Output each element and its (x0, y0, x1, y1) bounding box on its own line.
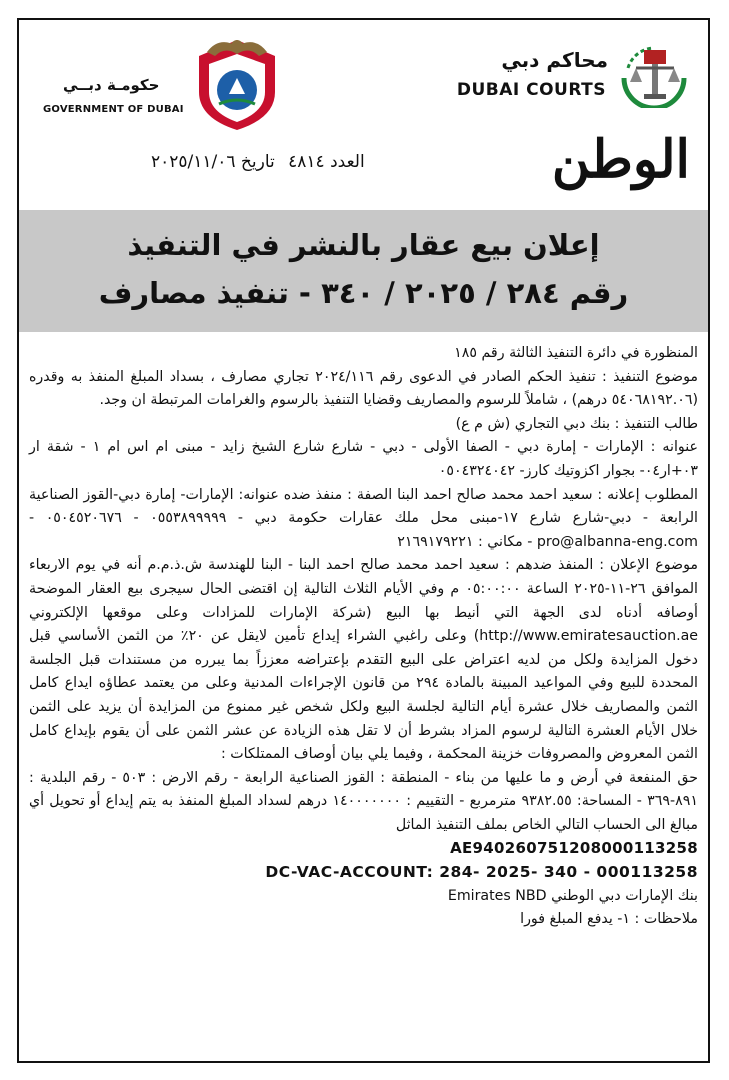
case-number-title: رقم ٢٨٤ / ٢٠٢٥ / ٣٤٠ - تنفيذ مصارف (98, 276, 629, 310)
header (19, 20, 708, 190)
courts-name-arabic: محاكم دبي (501, 48, 608, 72)
iban-number: AE940260751208000113258 (450, 839, 698, 858)
notice-subject: موضوع الإعلان : المنفذ ضدهم : سعيد احمد محمد صالح احمد البنا - البنا للهندسة ش.ذ.م.م أنه في يوم الاربعاء الموافق ٢٦-١١-٢٠٢٥ الساعة ٠٥:٠٠:٠٠ م وفي الأيام الثلاث التالية إن اقتضى الحال سيجرى بيع العقار الموضحة أوصافه أدناه لدى الجهة التي أنيط بها البيع (شركة الإمارات للمزادات وعلى موقعها الإلكتروني http://www.emiratesauction.ae) وعلى راغبي الشراء إيداع تأمين لايقل عن ٢٠٪ من الثمن الأساسي قبل دخول المزايدة ولكل من لديه اعتراض على البيع التقدم بإعتراضه معززاً بما يبرره من مستندات قبل الجلسة المحددة للبيع وفي المواعيد المبينة بالمادة ٢٩٤ من قانون الإجراءات المدنية وعلى من يعتمد عطاؤه ايداع كامل الثمن والمصاريف خلال عشرة أيام التالية لجلسة البيع ولكل شخص غير ممنوع من المزايدة أن يزيد على الثمن خلال الأيام العشرة التالية لرسوم المزاد بشرط أن لا تقل هذه الزيادة عن عشر الثمن على أن يقوم بإيداع كامل الثمن المعروض والمصروفات خزينة المحكمة ، وفيما يلي بيان أوصاف الممتلكات : (29, 557, 699, 763)
account-number: DC-VAC-ACCOUNT: 284- 2025- 340 - 000113258 (265, 863, 698, 882)
issue-number: العدد ٤٨١٤ (288, 152, 365, 172)
execution-subject: موضوع التنفيذ : تنفيذ الحكم الصادر في الدعوى رقم ٢٠٢٤/١١٦ تجاري مصارف ، بسداد المبلغ المنفذ به وقدره (٥٤٠٦٨١٩٢.٠٦ درهم) ، شاملاً للرسوم والمصاريف وقضايا التنفيذ بالرسوم والغرامات المرتبطة ان وجد. (29, 368, 698, 409)
announcement-title: إعلان بيع عقار بالنشر في التنفيذ (127, 228, 600, 262)
execution-circuit: المنظورة في دائرة التنفيذ الثالثة رقم ١٨٥ (454, 345, 698, 361)
bank-name: بنك الإمارات دبي الوطني Emirates NBD (447, 887, 698, 904)
government-of-dubai-logo (39, 34, 289, 134)
falcon-emblem-icon (189, 34, 285, 134)
property-description: حق المنفعة في أرض و ما عليها من بناء - المنطقة : القوز الصناعية الرابعة - رقم الارض : ٥٠٣ - رقم البلدية : ٨٩١-٣٦٩ - المساحة: ٩٣٨٢.٥٥ مترمربع - التقييم : ١٤٠٠٠٠٠٠٠ درهم لسداد المبلغ المنفذ به يتم إيداع أو تحويل أي مبالغ الى الحساب التالي الخاص بملف التنفيذ الماثل (29, 769, 699, 833)
newspaper-name: الوطن (551, 129, 690, 190)
notes: ملاحظات : ١- يدفع المبلغ فورا (520, 911, 698, 928)
dubai-courts-logo (398, 38, 698, 108)
notified-party: المطلوب إعلانه : سعيد احمد محمد صالح احمد البنا الصفة : منفذ ضده عنوانه: الإمارات- إمارة دبي-القوز الصناعية الرابعة - دبي-شارع شارع ١٧-مبنى محل ملك عقارات حكومة دبي - ٠٥٥٣٨٩٩٩٩٩ - ٠٥٠٤٥٢٠٦٧٦ - pro@albanna-eng.com - مكاني : ٢١٦٩١٧٩٢٢١ (29, 486, 698, 550)
issue-line (143, 152, 365, 172)
title-band (19, 210, 708, 332)
government-name-arabic: حكومـة دبــي (63, 76, 160, 94)
requester-address: عنوانه : الإمارات - إمارة دبي - الصفا الأولى - دبي - شارع شارع الشيخ زايد - مبنى ام اس ام ١ - شقة ار ٠٣+ار٠٤- بجوار اكزوتيك كارز- ٠٥٠٤٣٢٤٠٤٢ (29, 439, 698, 479)
execution-requester: طالب التنفيذ : بنك دبي التجاري (ش م ع) (455, 415, 698, 432)
issue-date: تاريخ ٢٠٢٥/١١/٠٦ (151, 152, 275, 172)
announcement-frame (17, 18, 710, 1063)
government-name-english: GOVERNMENT OF DUBAI (43, 104, 184, 115)
courts-name-english: DUBAI COURTS (456, 80, 606, 100)
announcement-body (29, 342, 698, 932)
scales-of-justice-icon (614, 38, 694, 108)
